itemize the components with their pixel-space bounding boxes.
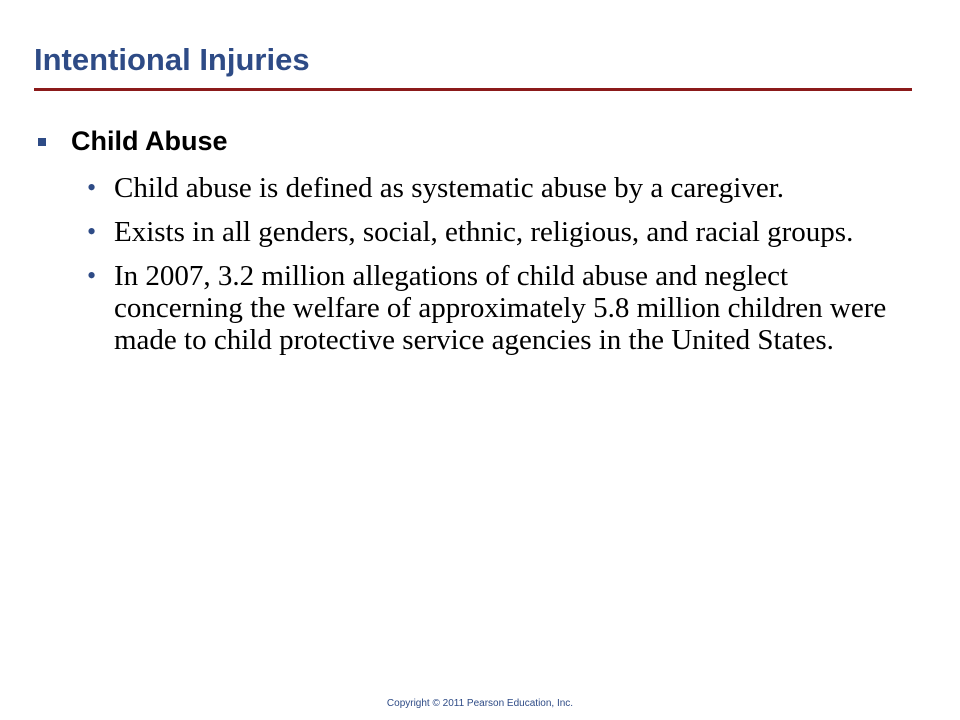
section-heading [38,122,918,160]
bullet-item [84,260,918,356]
bullet-text: In 2007, 3.2 million allegations of child abuse and neglect concerning the welfare of approximately 5.8 million children were made to child protective service agencies in the United States. [114,260,887,356]
round-bullet-icon: • [87,217,97,246]
section-heading-text: Child Abuse [71,126,228,156]
square-bullet-icon [38,138,46,146]
bullet-text: Child abuse is defined as systematic abuse by a caregiver. [114,172,785,204]
bullet-list [38,172,918,356]
bullet-text: Exists in all genders, social, ethnic, religious, and racial groups. [114,216,854,248]
bullet-item [84,172,918,204]
copyright-footer: Copyright © 2011 Pearson Education, Inc. [386,698,574,709]
slide-title: Intentional Injuries [34,42,310,77]
round-bullet-icon: • [87,173,97,202]
title-divider [34,88,912,91]
content-section [38,122,918,368]
bullet-item [84,216,918,248]
round-bullet-icon: • [87,261,97,290]
